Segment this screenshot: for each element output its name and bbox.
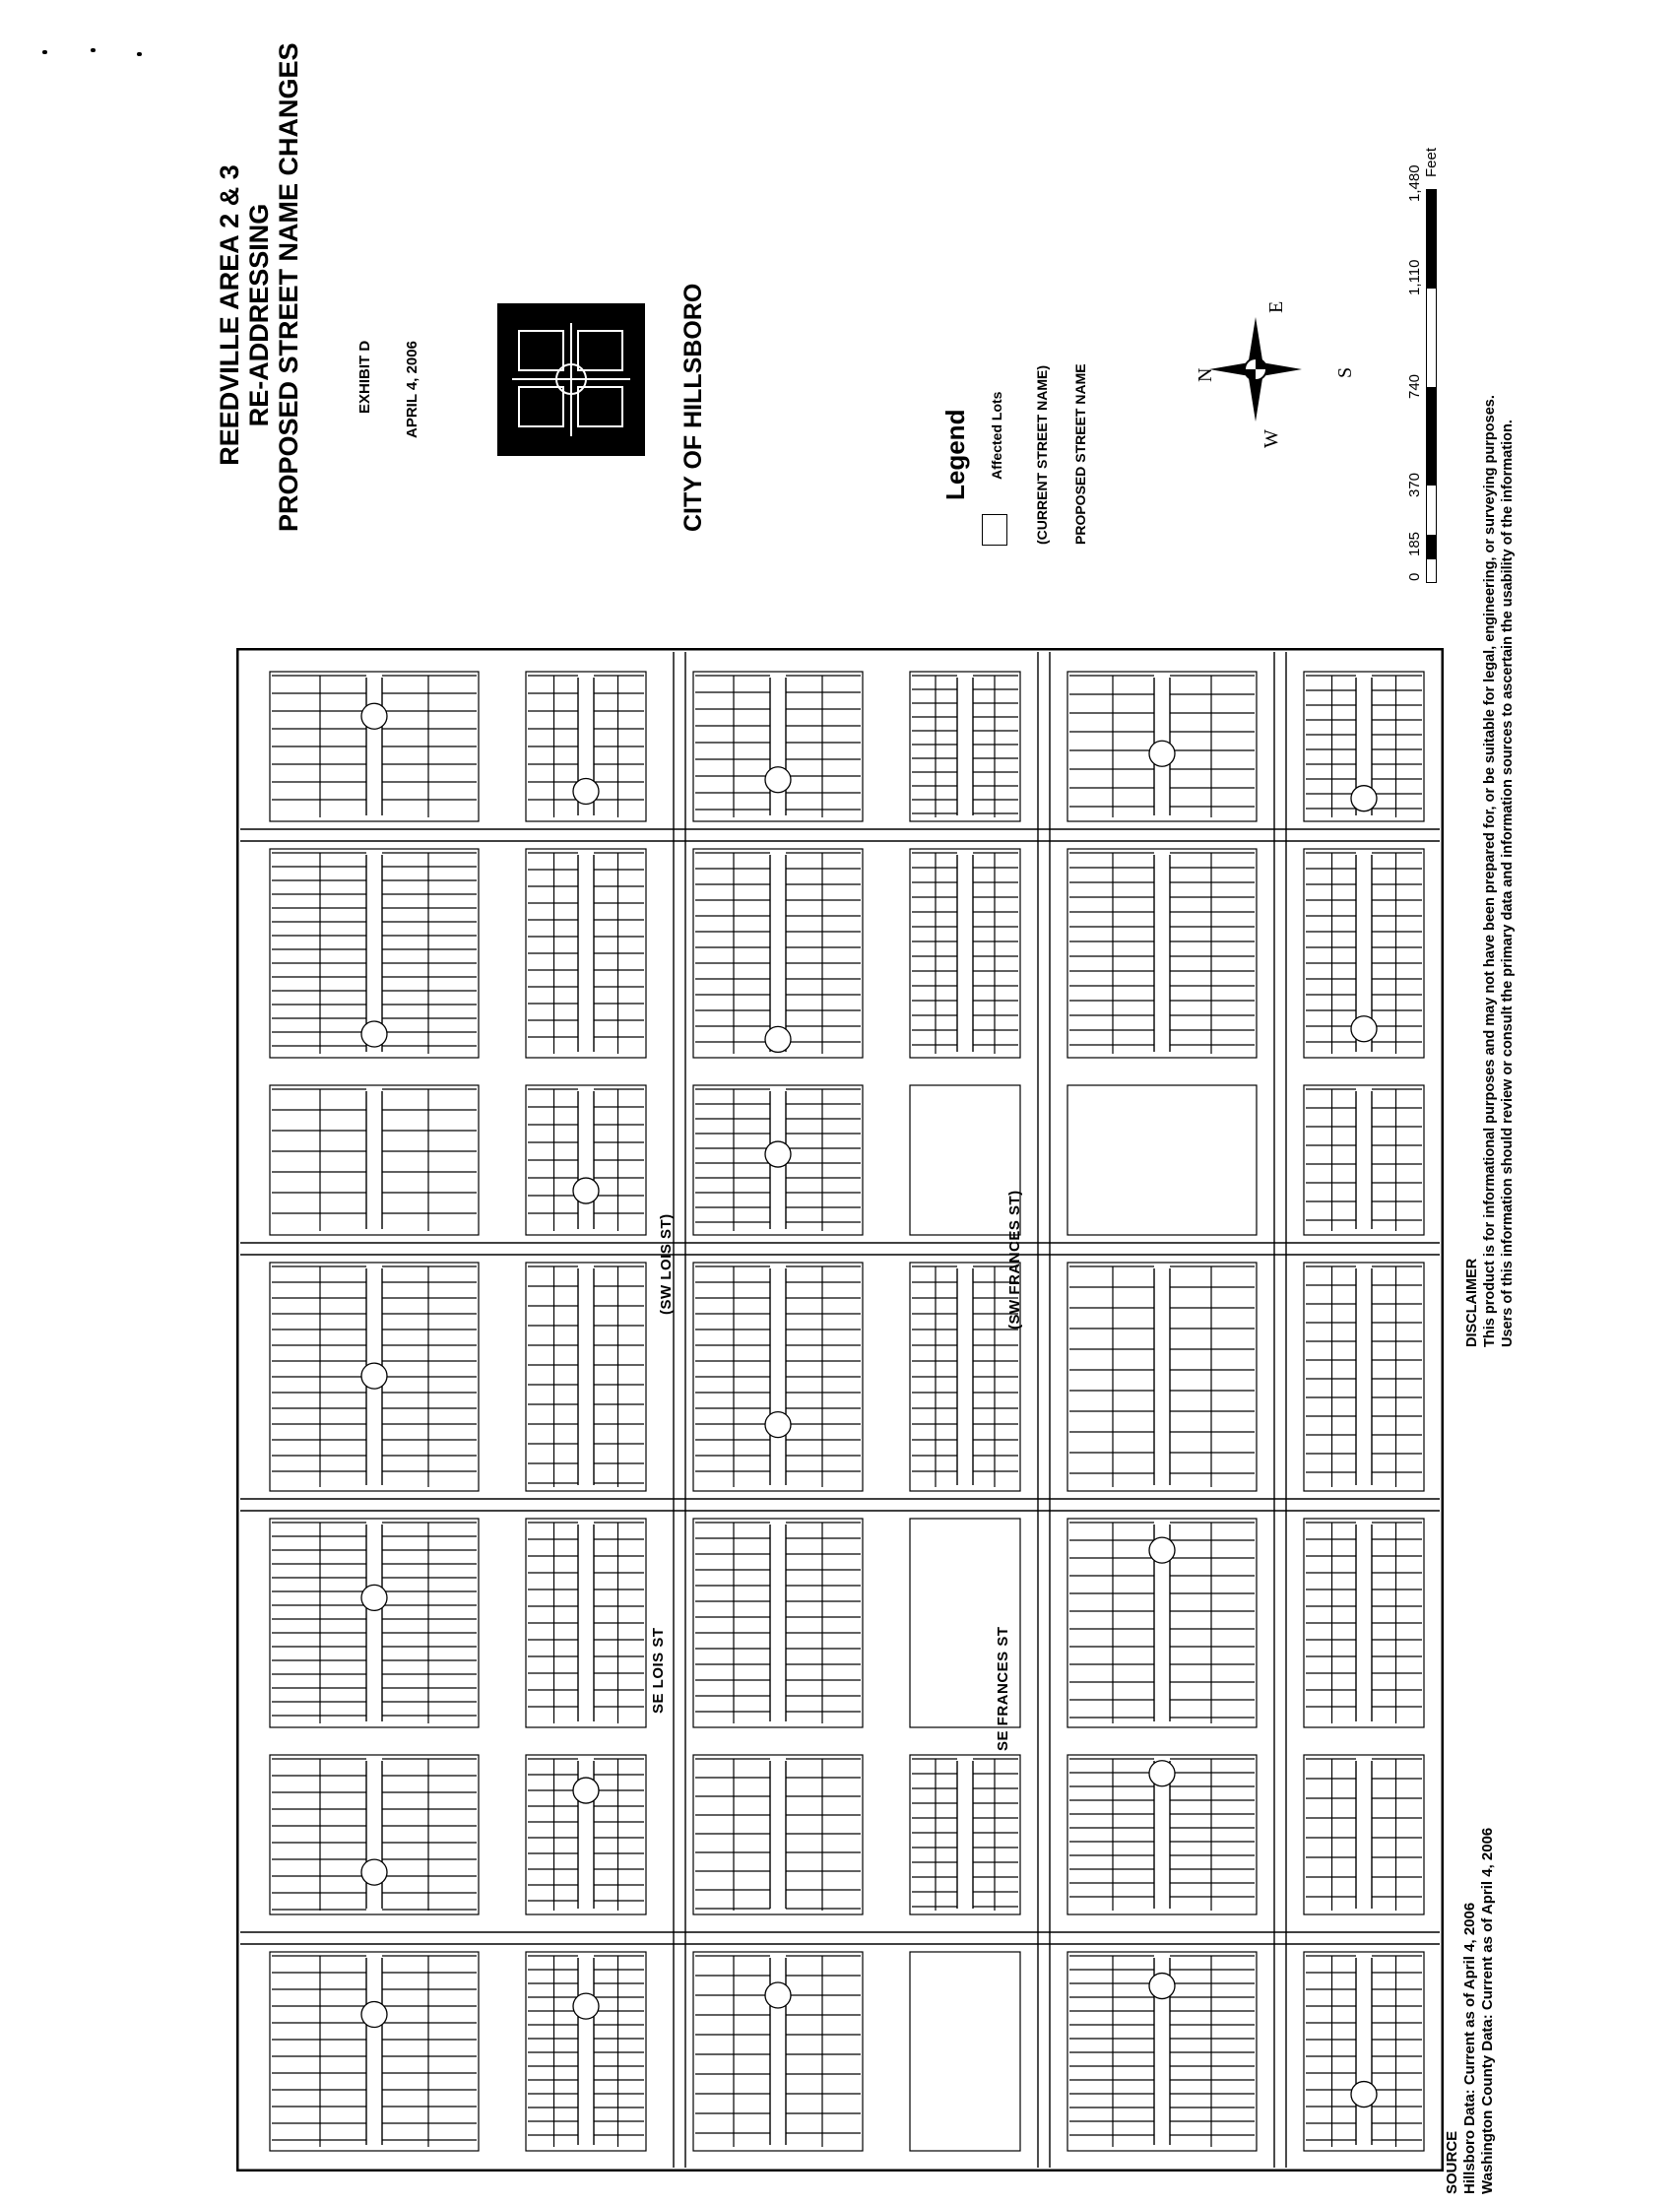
label-sw-frances-st: (SW FRANCES ST) — [1006, 1190, 1023, 1329]
scale-tick-1480: 1,480 — [1406, 164, 1423, 202]
cul-de-sac — [1351, 1016, 1377, 1042]
cul-de-sac — [361, 1585, 387, 1610]
source-line-1: Hillsboro Data: Current as of April 4, 2006 — [1461, 1902, 1478, 2194]
date-label: APRIL 4, 2006 — [404, 341, 420, 438]
title-line-3: PROPOSED STREET NAME CHANGES — [274, 42, 303, 532]
cul-de-sac — [361, 1859, 387, 1885]
cul-de-sac — [573, 1178, 599, 1203]
compass-n: N — [1195, 367, 1216, 382]
disclaimer-line-2: Users of this information should review or consult the primary data and information sources to ascertain the usability of the information. — [1500, 420, 1516, 1347]
cul-de-sac — [765, 1412, 791, 1438]
legend-heading: Legend — [940, 409, 970, 500]
scale-unit: Feet — [1423, 147, 1440, 177]
exhibit-label: EXHIBIT D — [356, 340, 373, 414]
parcel-map — [236, 648, 1444, 2172]
cul-de-sac — [1149, 1537, 1175, 1563]
scan-speck — [91, 48, 96, 52]
cul-de-sac — [573, 1778, 599, 1803]
city-logo — [497, 303, 645, 456]
scale-bar — [1426, 189, 1437, 583]
scale-tick-1110: 1,110 — [1406, 259, 1423, 295]
scale-tick-370: 370 — [1406, 472, 1423, 497]
map-title — [215, 42, 303, 532]
cul-de-sac — [361, 703, 387, 729]
cul-de-sac — [361, 1021, 387, 1047]
cul-de-sac — [765, 1141, 791, 1167]
legend-current-name: (CURRENT STREET NAME) — [1034, 365, 1050, 545]
compass-s: S — [1334, 366, 1356, 378]
disclaimer-line-1: This product is for informational purposes and may not have been prepared for, or be suitable for legal, engineering, or surveying purposes. — [1482, 395, 1498, 1347]
disclaimer-heading: DISCLAIMER — [1464, 1258, 1480, 1347]
label-se-lois-st: SE LOIS ST — [650, 1627, 667, 1714]
legend-affected-lots: Affected Lots — [989, 391, 1004, 480]
compass-w: W — [1260, 429, 1282, 448]
cul-de-sac — [573, 1993, 599, 2019]
cul-de-sac — [361, 2002, 387, 2028]
source-heading: SOURCE — [1444, 2130, 1460, 2194]
cul-de-sac — [1351, 786, 1377, 811]
source-line-2: Washington County Data: Current as of April 4, 2006 — [1479, 1827, 1496, 2194]
cul-de-sac — [1351, 2082, 1377, 2108]
scale-tick-185: 185 — [1406, 531, 1423, 556]
cul-de-sac — [1149, 1974, 1175, 1999]
compass-e: E — [1265, 300, 1287, 313]
cul-de-sac — [573, 778, 599, 804]
disclaimer — [1463, 395, 1517, 1347]
cul-de-sac — [361, 1363, 387, 1389]
affected-lots-swatch — [982, 514, 1007, 546]
source-note — [1444, 1828, 1497, 2194]
legend-proposed-name: PROPOSED STREET NAME — [1072, 363, 1088, 545]
city-name: CITY OF HILLSBORO — [679, 283, 707, 532]
cul-de-sac — [765, 1026, 791, 1052]
cul-de-sac — [765, 1982, 791, 2008]
cul-de-sac — [1149, 741, 1175, 766]
title-line-1: REEDVILLE AREA 2 & 3 — [215, 164, 244, 466]
label-se-frances-st: SE FRANCES ST — [995, 1626, 1011, 1751]
cul-de-sac — [1149, 1761, 1175, 1786]
scan-speck — [137, 52, 142, 56]
cul-de-sac — [765, 767, 791, 793]
scale-tick-0: 0 — [1406, 572, 1423, 581]
label-sw-lois-st: (SW LOIS ST) — [658, 1213, 675, 1315]
scan-speck — [42, 50, 47, 54]
scale-tick-740: 740 — [1406, 373, 1423, 399]
map-frame — [237, 649, 1443, 2171]
title-line-2: RE-ADDRESSING — [244, 203, 274, 427]
